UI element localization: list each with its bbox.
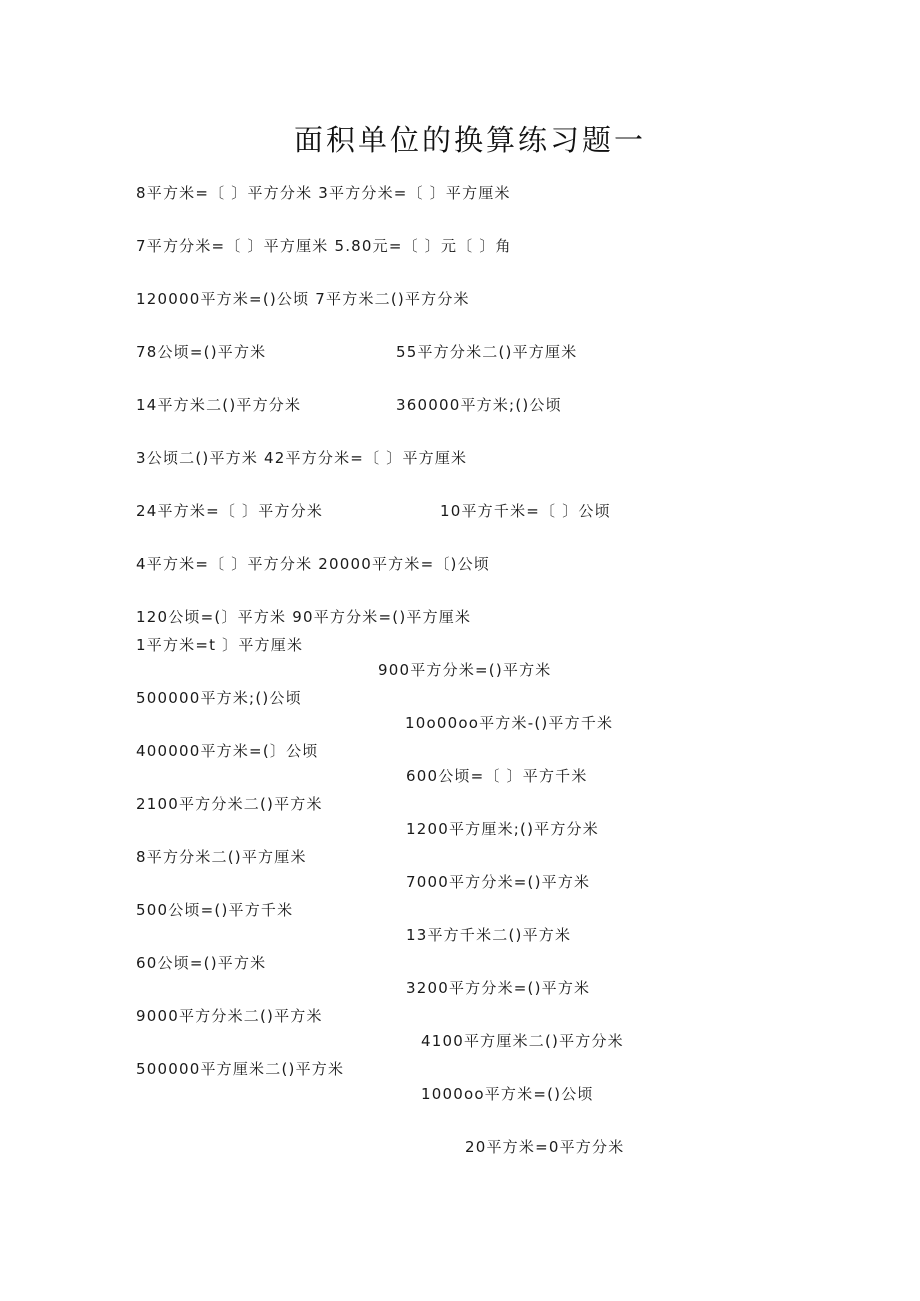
exercise-line: 8平方分米二()平方厘米	[136, 848, 307, 866]
exercise-line: 7平方分米=〔 〕平方厘米 5.80元=〔 〕元〔 〕角	[136, 237, 512, 255]
exercise-line: 3公顷二()平方米 42平方分米=〔 〕平方厘米	[136, 449, 468, 467]
exercise-line: 600公顷=〔 〕平方千米	[406, 767, 588, 785]
exercise-line: 500000平方厘米二()平方米	[136, 1060, 345, 1078]
exercise-line: 1200平方厘米;()平方分米	[406, 820, 599, 838]
exercise-line: 13平方千米二()平方米	[406, 926, 572, 944]
exercise-line: 500公顷=()平方千米	[136, 901, 294, 919]
exercise-line: 4100平方厘米二()平方分米	[421, 1032, 624, 1050]
exercise-line: 2100平方分米二()平方米	[136, 795, 323, 813]
exercise-line: 1平方米=t 〕平方厘米	[136, 636, 304, 654]
exercise-line: 10o00oo平方米-()平方千米	[405, 714, 614, 732]
exercise-line: 360000平方米;()公顷	[396, 396, 562, 414]
page-title: 面积单位的换算练习题一	[293, 123, 646, 157]
exercise-line: 3200平方分米=()平方米	[406, 979, 591, 997]
exercise-line: 7000平方分米=()平方米	[406, 873, 591, 891]
exercise-line: 60公顷=()平方米	[136, 954, 267, 972]
exercise-line: 120000平方米=()公顷 7平方米二()平方分米	[136, 290, 470, 308]
exercise-line: 24平方米=〔 〕平方分米	[136, 502, 324, 520]
exercise-line: 78公顷=()平方米	[136, 343, 267, 361]
exercise-line: 400000平方米=(〕公顷	[136, 742, 319, 760]
exercise-line: 120公顷=(〕平方米 90平方分米=()平方厘米	[136, 608, 472, 626]
exercise-line: 10平方千米=〔 〕公顷	[440, 502, 611, 520]
exercise-line: 500000平方米;()公顷	[136, 689, 302, 707]
exercise-line: 20平方米=0平方分米	[465, 1138, 625, 1156]
exercise-line: 9000平方分米二()平方米	[136, 1007, 323, 1025]
exercise-line: 14平方米二()平方分米	[136, 396, 302, 414]
exercise-line: 55平方分米二()平方厘米	[396, 343, 578, 361]
exercise-line: 8平方米=〔 〕平方分米 3平方分米=〔 〕平方厘米	[136, 184, 511, 202]
exercise-line: 900平方分米=()平方米	[378, 661, 552, 679]
exercise-line: 4平方米=〔 〕平方分米 20000平方米=〔)公顷	[136, 555, 490, 573]
exercise-line: 1000oo平方米=()公顷	[421, 1085, 594, 1103]
